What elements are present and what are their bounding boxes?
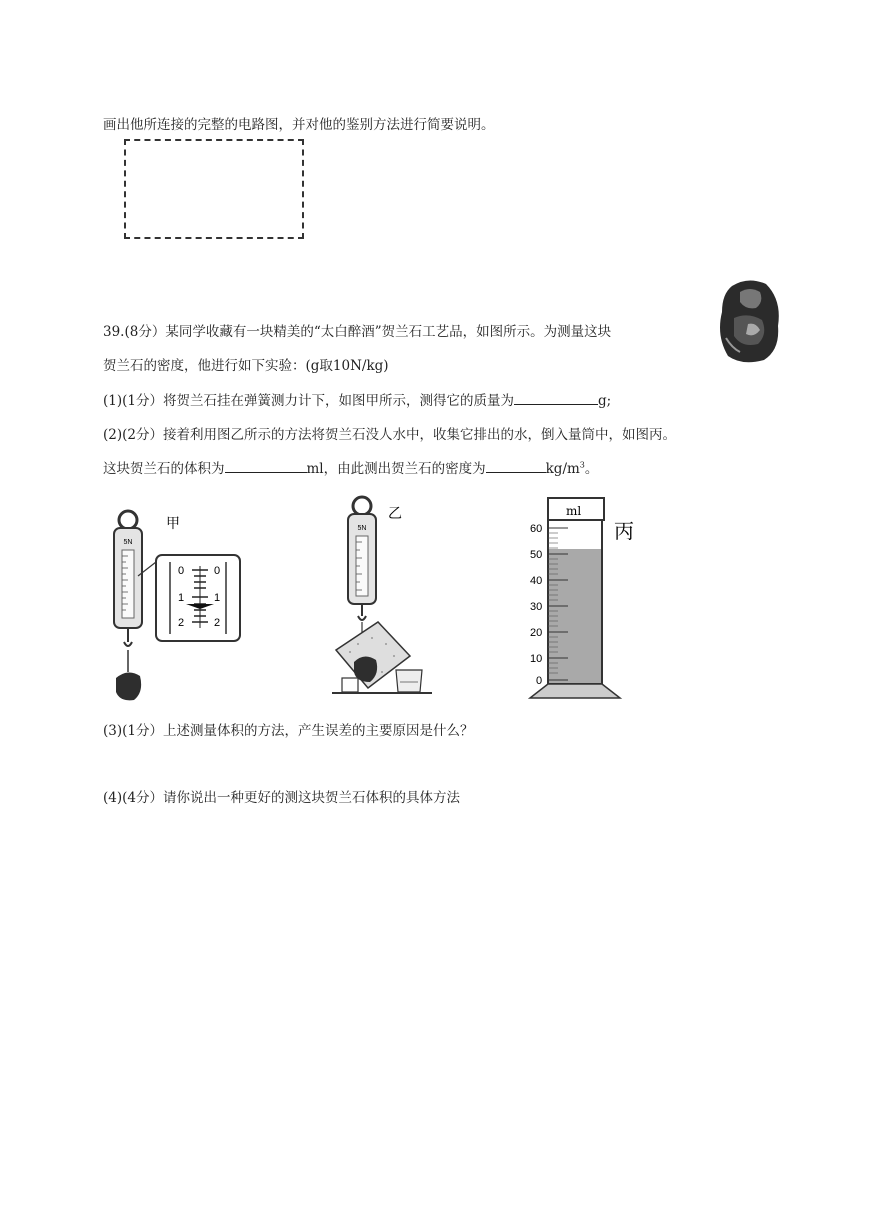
q39-line1: 39.(8分）某同学收藏有一块精美的“太白醉酒”贺兰石工艺品，如图所示。为测量这块 [103, 324, 612, 340]
mass-answer-blank[interactable] [514, 390, 598, 405]
density-text: ml，由此测出贺兰石的密度为 [306, 461, 486, 477]
stone-craft-photo [718, 278, 784, 364]
cylinder-tick-50: 50 [530, 549, 543, 561]
part1-unit: g; [597, 393, 612, 409]
volume-answer-blank[interactable] [225, 458, 307, 473]
q39-part2: (2)(2分）接着利用图乙所示的方法将贺兰石没人水中，收集它排出的水，倒入量筒中，如图丙。 [103, 427, 676, 443]
intro-text: 画出他所连接的完整的电路图，并对他的鉴别方法进行简要说明。 [103, 117, 495, 133]
cylinder-tick-30: 30 [530, 601, 543, 613]
jia-gauge-tick-1-left: 1 [178, 592, 185, 604]
cylinder-unit-label: ml [566, 504, 582, 518]
cylinder-tick-40: 40 [530, 575, 543, 587]
cylinder-tick-20: 20 [530, 627, 543, 639]
volume-text: 这块贺兰石的体积为 [103, 461, 225, 477]
cylinder-tick-10: 10 [530, 653, 543, 665]
figure-jia-spring-scale [104, 500, 250, 706]
q39-part2b [103, 457, 598, 477]
part2b-end: 。 [584, 461, 599, 477]
figure-yi-label: 乙 [388, 506, 402, 522]
cylinder-tick-60: 60 [530, 523, 543, 535]
figure-bing-measuring-cylinder [528, 492, 640, 702]
q39-part4: (4)(4分）请你说出一种更好的测这块贺兰石体积的具体方法 [103, 790, 460, 806]
yi-scale-label: 5N [357, 525, 367, 532]
circuit-drawing-box [124, 139, 304, 239]
figure-yi-overflow-setup [328, 492, 436, 704]
q39-part1 [103, 389, 611, 409]
density-unit: kg/m [545, 461, 580, 477]
jia-gauge-tick-0-right: 0 [214, 565, 221, 577]
jia-gauge-tick-2-right: 2 [214, 617, 221, 629]
figure-bing-label: 丙 [614, 519, 634, 543]
jia-scale-label: 5N [123, 539, 133, 546]
jia-gauge-tick-1-right: 1 [214, 592, 221, 604]
part1-text: (1)(1分）将贺兰石挂在弹簧测力计下，如图甲所示，测得它的质量为 [103, 393, 514, 409]
q39-part3: (3)(1分）上述测量体积的方法，产生误差的主要原因是什么？ [103, 723, 474, 739]
jia-gauge-tick-0-left: 0 [178, 565, 185, 577]
q39-line2: 贺兰石的密度，他进行如下实验：(g取10N/kg) [103, 358, 389, 374]
figure-jia-label: 甲 [166, 516, 180, 532]
cylinder-tick-0: 0 [536, 675, 543, 687]
density-answer-blank[interactable] [486, 458, 546, 473]
jia-gauge-tick-2-left: 2 [178, 617, 185, 629]
density-unit-exponent: 3 [579, 460, 585, 470]
